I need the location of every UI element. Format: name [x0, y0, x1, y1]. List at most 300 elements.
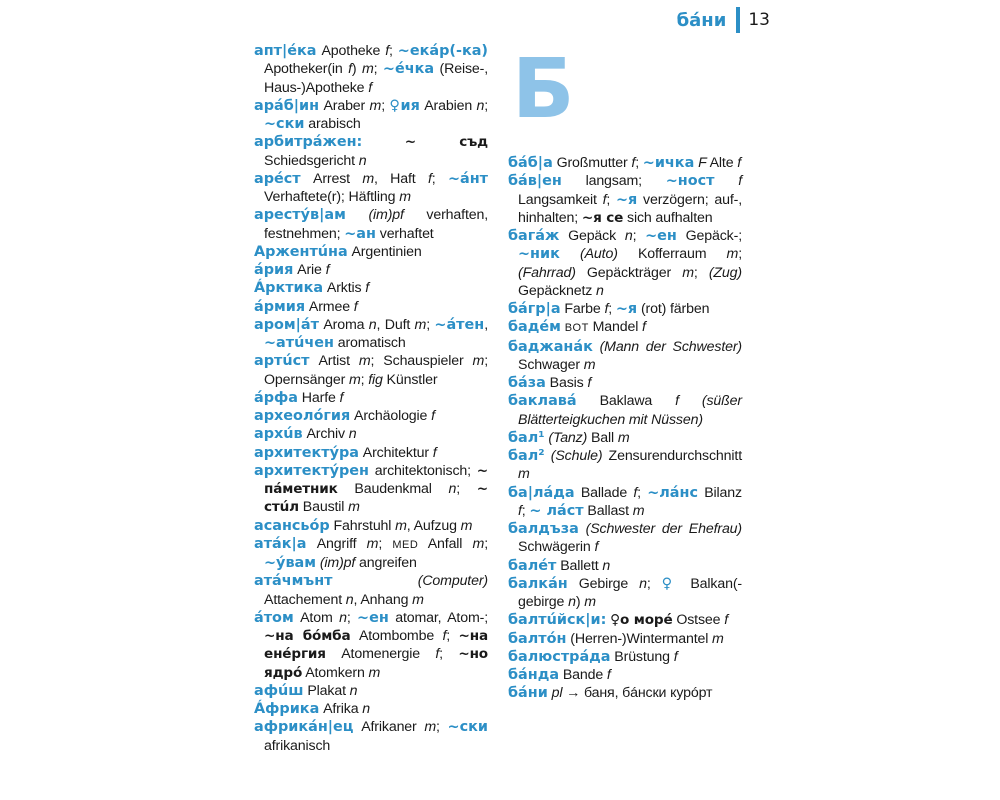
definition-text: Atombombe [350, 628, 443, 644]
phrase: ~но ядрó [264, 646, 488, 681]
headword: бáни [508, 685, 548, 702]
dictionary-entry-bagra [508, 300, 742, 318]
headword: áрмия [254, 298, 306, 315]
definition-text: Arrest [300, 170, 363, 187]
definition-text: Archiv [302, 426, 349, 443]
definition-text: ; [521, 502, 530, 519]
grammar-label: m [399, 189, 411, 205]
definition-text: Bande [559, 667, 607, 683]
definition-text: angreifen [355, 555, 417, 571]
headword: баклавá [508, 393, 577, 410]
domain-label: BOT [564, 322, 589, 335]
headword: балдъза [508, 521, 579, 537]
headword: аром|áт [254, 316, 319, 333]
headword: баджанáк [508, 338, 593, 355]
dictionary-entry-balada [508, 484, 742, 521]
definition-text: ) [575, 594, 585, 610]
headword: балкáн [508, 575, 568, 592]
dictionary-column-right [508, 154, 742, 703]
headword: балюстрáда [508, 648, 611, 665]
headword: афúш [254, 682, 304, 699]
definition-text: Atomkern [302, 664, 369, 681]
definition-text: ; [439, 646, 459, 663]
definition-text: ; [431, 170, 448, 187]
headword: ~ лáст [529, 502, 584, 519]
grammar-label: m [472, 535, 485, 552]
definition-text: Schwägerin [518, 539, 595, 556]
headword: артúст [254, 353, 310, 370]
domain-label: MED [392, 538, 419, 551]
dictionary-entry-banda [508, 666, 742, 684]
grammar-label: m [414, 316, 427, 333]
definition-text: architektonisch; [368, 462, 477, 479]
headword: балтúйск|и: [508, 612, 607, 629]
dictionary-entry-asansyor [254, 517, 488, 535]
grammar-label: n [476, 97, 485, 114]
phrase: ~на енéргия [264, 628, 488, 663]
headword: ~лáнс [647, 484, 698, 501]
headword: атáк|а [254, 535, 307, 552]
definition-text: Arktis [323, 280, 366, 297]
headword: áрия [254, 262, 294, 278]
dictionary-entry-arfa [254, 389, 488, 407]
dictionary-entry-baza [508, 374, 742, 392]
definition-text: , Haft [374, 170, 428, 187]
dictionary-entry-badzhanak [508, 338, 742, 375]
grammar-label: n [358, 152, 367, 169]
definition-text: afrikanisch [264, 737, 331, 754]
phrase: ♀о морé [610, 612, 673, 629]
grammar-label: f [427, 170, 432, 187]
headword: Аржентúна [254, 243, 348, 260]
definition-text: ; [378, 535, 393, 552]
definition-text [593, 339, 600, 355]
definition-text: Schwager [518, 356, 584, 373]
definition-text: Kofferraum [617, 246, 727, 263]
headword: бал² [508, 448, 545, 464]
headword: ~я [615, 191, 638, 208]
grammar-label: (Tanz) [548, 429, 588, 446]
definition-text: ; [738, 246, 742, 263]
headword: апт|éка [254, 43, 317, 59]
dictionary-entry-arabin [254, 97, 488, 134]
definition-text: Afrika [319, 701, 363, 717]
grammar-label: m [412, 591, 424, 608]
grammar-label: m [472, 353, 485, 370]
headword: áтом [254, 609, 294, 626]
definition-text: Ball [587, 429, 618, 446]
headword: áрфа [254, 389, 299, 406]
definition-text: Anfall [418, 535, 473, 552]
dictionary-entry-bani [508, 684, 742, 702]
grammar-label: f [365, 280, 370, 297]
definition-text: aromatisch [333, 335, 406, 351]
dictionary-entry-arheologia [254, 407, 488, 425]
dictionary-entry-balton [508, 630, 742, 648]
definition-text: ; [426, 316, 435, 333]
headword: архитектýра [254, 444, 359, 461]
definition-text: sich aufhalten [623, 209, 713, 226]
dictionary-entry-arbitrazhen [254, 133, 488, 170]
definition-text: Gepäck-; [676, 228, 742, 244]
definition-text: Balkan(-gebirge [518, 575, 742, 610]
headword: ♀ [661, 575, 680, 592]
definition-text: Ballast [583, 502, 633, 519]
definition-text: ; [346, 609, 358, 626]
definition-text: Plakat [303, 682, 350, 699]
dictionary-entry-baven [508, 172, 742, 227]
definition-text: Künstler [382, 371, 438, 388]
definition-text: ; [608, 301, 616, 317]
definition-text: Fahrstuhl [329, 517, 396, 534]
phrase: ~на бóмба [264, 628, 351, 644]
definition-text: Arie [293, 262, 326, 278]
headword: ~éчка [382, 61, 435, 78]
headword: ба|лáда [508, 484, 575, 501]
headword: ~ан [344, 225, 376, 242]
headword: арáб|ин [254, 97, 320, 114]
definition-text: Mandel [588, 319, 643, 336]
dictionary-entry-bal2 [508, 447, 742, 484]
dictionary-entry-arhiv [254, 425, 488, 443]
dictionary-entry-arestuvam [254, 206, 488, 243]
grammar-label: f [518, 502, 522, 519]
dictionary-entry-baldaza [508, 520, 742, 557]
definition-text: langsam; [561, 173, 666, 190]
definition-text: Ostsee [672, 612, 725, 629]
definition-text: Gepäckträger [575, 264, 683, 281]
dictionary-entry-arhitektura [254, 444, 488, 462]
definition-text: Schiedsgericht [264, 152, 359, 169]
definition-text: Arabien [419, 97, 477, 114]
grammar-label: f [738, 173, 742, 190]
grammar-label: n [362, 701, 370, 717]
grammar-label: m [617, 429, 630, 446]
definition-text: verhaftet [375, 225, 434, 242]
definition-text: Gepäcknetz [518, 282, 597, 299]
grammar-label: (Schule) [550, 448, 603, 464]
definition-text: Alte [706, 155, 738, 171]
grammar-label: m [632, 502, 645, 519]
headword: ~ник [518, 246, 560, 263]
definition-text: Angriff [306, 535, 367, 552]
dictionary-entry-afrika [254, 700, 488, 718]
definition-text: Armee [305, 298, 354, 315]
grammar-label: m [712, 630, 724, 647]
definition-text: ; [436, 719, 448, 736]
guideword: бáни [676, 9, 727, 31]
headword: ~ýвам [264, 555, 317, 571]
definition-text: Großmutter [552, 155, 632, 171]
definition-text: Ballett [556, 557, 603, 574]
dictionary-entry-balkan [508, 575, 742, 612]
grammar-label: n [624, 228, 633, 244]
headword: балéт [508, 557, 557, 574]
dictionary-entry-artist [254, 352, 488, 389]
page-number: 13 [748, 10, 770, 30]
header-divider [736, 7, 740, 33]
headword: балтóн [508, 630, 567, 647]
definition-text: Brüstung [610, 648, 674, 665]
headword: ~ен [357, 609, 389, 626]
grammar-label: n [448, 481, 457, 497]
headword: архúв [254, 426, 303, 443]
dictionary-entry-armia [254, 298, 488, 316]
grammar-label: n [639, 575, 647, 592]
grammar-label: (Zug) [708, 264, 742, 281]
headword: ~ен [645, 228, 677, 244]
grammar-label: m [362, 170, 375, 187]
definition-text: ; [381, 97, 390, 114]
definition-text: ; [389, 43, 398, 59]
dictionary-entry-afrikanets [254, 718, 488, 755]
headword: бáв|ен [508, 173, 562, 190]
headword: ~екáр(-ка) [397, 43, 488, 59]
headword: арестýв|ам [254, 207, 346, 224]
grammar-label: m [358, 353, 371, 370]
definition-text: ; Opernsänger [264, 353, 488, 388]
definition-text: (rot) färben [637, 301, 710, 317]
dictionary-entry-arktika [254, 279, 488, 297]
dictionary-entry-balyustrada [508, 648, 742, 666]
definition-text: Architektur [358, 444, 433, 461]
definition-text: Gebirge [567, 575, 640, 592]
grammar-label: m [460, 517, 473, 534]
definition-text: Ballade [574, 484, 634, 501]
definition-text: Farbe [560, 301, 605, 317]
definition-text: → баня, бáнски курóрт [562, 685, 713, 702]
phrase: ~ стúл [264, 481, 488, 516]
grammar-label: f [587, 375, 592, 391]
headword: Áрктика [254, 280, 324, 297]
grammar-label: (Fahrrad) [518, 264, 576, 281]
definition-text: Baudenkmal [337, 481, 449, 497]
dictionary-entry-ataka [254, 535, 488, 573]
definition-text: verhaften, festnehmen; [264, 207, 489, 242]
definition-text [362, 134, 404, 150]
grammar-label: n [348, 426, 357, 443]
grammar-label: pl [551, 685, 563, 702]
grammar-label: n [349, 682, 358, 699]
grammar-label: f [431, 408, 435, 424]
dictionary-entry-arest [254, 170, 488, 207]
dictionary-entry-afish [254, 682, 488, 700]
definition-text: arabisch [304, 116, 361, 132]
page-header [677, 6, 770, 34]
definition-text: Apotheker(in [264, 61, 349, 78]
headword: ~ичка [642, 155, 695, 171]
definition-text: atomar, Atom-; [388, 609, 488, 626]
grammar-label: f [642, 319, 646, 336]
dictionary-column-left [254, 42, 488, 755]
definition-text: ; [637, 484, 648, 501]
grammar-label: (Auto) [580, 246, 618, 263]
grammar-label: n [368, 316, 377, 333]
grammar-label: fig [368, 371, 383, 388]
grammar-label: f [325, 262, 330, 278]
definition-text: , Anhang [353, 591, 413, 608]
dictionary-entry-badem [508, 318, 742, 337]
grammar-label: f [442, 628, 447, 644]
definition-text: Harfe [298, 389, 340, 406]
dictionary-entry-atom [254, 609, 488, 682]
headword: ~ски [447, 719, 488, 736]
definition-text: Gepäck [559, 228, 625, 244]
headword: асансьóр [254, 517, 330, 534]
definition-text: (Herren-)Wintermantel [566, 630, 713, 647]
grammar-label: f [435, 646, 440, 663]
grammar-label: m [348, 371, 361, 388]
definition-text: Apotheke [316, 43, 386, 59]
definition-text: Aroma [318, 316, 369, 333]
headword: археолóгия [254, 408, 351, 424]
definition-text: Bilanz [698, 484, 742, 501]
dictionary-entry-baltiyski [508, 611, 742, 629]
grammar-label: m [348, 499, 360, 516]
dictionary-entry-baklava [508, 392, 742, 429]
grammar-label: f [631, 155, 636, 171]
headword: бал¹ [508, 429, 545, 446]
definition-text: verzögern; auf-, hinhalten; [518, 191, 742, 226]
grammar-label: m [395, 517, 407, 534]
grammar-label: m [584, 594, 596, 610]
definition-text: Atom [293, 609, 340, 626]
dictionary-entry-aptheka [254, 42, 488, 97]
headword: бадéм [508, 319, 561, 336]
grammar-label: m [368, 664, 381, 681]
dictionary-entry-aromat [254, 316, 488, 353]
grammar-label: f [368, 79, 373, 96]
grammar-label: F [698, 155, 707, 171]
dictionary-entry-aria [254, 261, 488, 279]
grammar-label: n [602, 557, 611, 574]
dictionary-entry-argentina [254, 243, 488, 261]
grammar-label: f [673, 648, 678, 665]
definition-text: Artist [309, 353, 359, 370]
headword: арбитрáжен: [254, 134, 363, 151]
grammar-label: n [339, 609, 347, 626]
grammar-label: f [602, 191, 607, 208]
dictionary-entry-atachmant [254, 572, 488, 609]
grammar-label: m [369, 97, 382, 114]
dictionary-entry-arhitekturen [254, 462, 488, 517]
definition-text: ; [646, 575, 662, 592]
headword: ~ност [665, 173, 715, 190]
headword: бáнда [508, 667, 560, 683]
grammar-label: f [353, 298, 358, 315]
grammar-label: f [737, 155, 742, 171]
grammar-label: n [345, 591, 354, 608]
grammar-label: f [633, 484, 638, 501]
grammar-label: m [366, 535, 379, 552]
definition-text: , Duft [376, 316, 415, 333]
definition-text: Araber [319, 97, 370, 114]
definition-text: ; [693, 264, 709, 281]
phrase: ~ пáметник [264, 462, 488, 497]
definition-text: (Reise-, Haus-)Apotheke [264, 61, 489, 96]
definition-text: Attachement [264, 591, 346, 608]
headword: ~ски [264, 116, 305, 132]
headword: архитектýрен [254, 462, 369, 479]
headword: бáза [508, 375, 546, 391]
definition-text [714, 173, 738, 189]
grammar-label: n [596, 282, 604, 299]
grammar-label: m [361, 61, 374, 78]
phrase: ~я се [581, 209, 624, 226]
definition-text: ; [484, 97, 488, 114]
definition-text [560, 246, 580, 262]
definition-text: ; [632, 228, 646, 244]
definition-text: ; [373, 61, 383, 78]
definition-text [579, 521, 586, 537]
dictionary-entry-baba [508, 154, 742, 172]
definition-text: Argentinien [347, 243, 422, 260]
grammar-label: m [726, 246, 739, 263]
grammar-label: m [583, 356, 596, 373]
headword: ~я [615, 301, 638, 317]
grammar-label: f [348, 61, 352, 78]
definition-text: Verhaftete(r); Häftling [264, 189, 400, 205]
grammar-label: m [682, 264, 694, 281]
definition-text: , [484, 316, 489, 333]
grammar-label: n [568, 594, 576, 610]
headword: ~áнт [447, 170, 488, 187]
phrase: ~ съд [404, 134, 489, 151]
grammar-label: f [385, 43, 390, 59]
dictionary-entry-balet [508, 557, 742, 575]
headword: африкáн|ец [254, 719, 354, 736]
grammar-label: (Computer) [417, 573, 488, 590]
headword: атáчмънт [254, 573, 333, 590]
grammar-label: f (süßer Blätterteigkuchen mit Nüssen) [518, 393, 742, 428]
headword: ~атúчен [264, 335, 334, 351]
grammar-label: (Schwester der Ehefrau) [585, 521, 742, 537]
definition-text: Langsamkeit [518, 191, 603, 208]
headword: Áфрика [254, 701, 320, 717]
grammar-label: m [518, 466, 530, 483]
dictionary-entry-bagazh [508, 227, 742, 300]
headword: ♀ия [389, 97, 420, 114]
definition-text: Archäologie [350, 408, 432, 424]
definition-text: ; Schauspieler [370, 353, 473, 370]
definition-text [333, 573, 418, 589]
definition-text: ; [635, 155, 643, 171]
definition-text: ; [446, 628, 459, 644]
grammar-label: f [432, 444, 437, 461]
definition-text: Baklawa [576, 393, 676, 410]
definition-text: Atomenergie [325, 646, 436, 663]
definition-text: Baustil [298, 499, 349, 516]
definition-text [346, 207, 369, 223]
headword: ~áтен [434, 316, 485, 333]
grammar-label: f [606, 667, 611, 683]
definition-text: Basis [545, 375, 588, 391]
definition-text: Afrikaner [353, 719, 425, 736]
grammar-label: (im)pf [319, 555, 356, 571]
definition-text: ) [351, 61, 362, 78]
definition-text: ; [360, 371, 369, 388]
grammar-label: f [594, 539, 599, 556]
grammar-label: (Mann der Schwester) [599, 338, 743, 355]
grammar-label: (im)pf [368, 207, 404, 224]
definition-text: ; [484, 535, 488, 552]
headword: бáб|а [508, 155, 553, 171]
grammar-label: m [424, 719, 437, 736]
definition-text: ; [606, 191, 616, 208]
definition-text: , Aufzug [406, 517, 461, 534]
headword: багáж [508, 228, 560, 244]
grammar-label: f [339, 389, 344, 406]
